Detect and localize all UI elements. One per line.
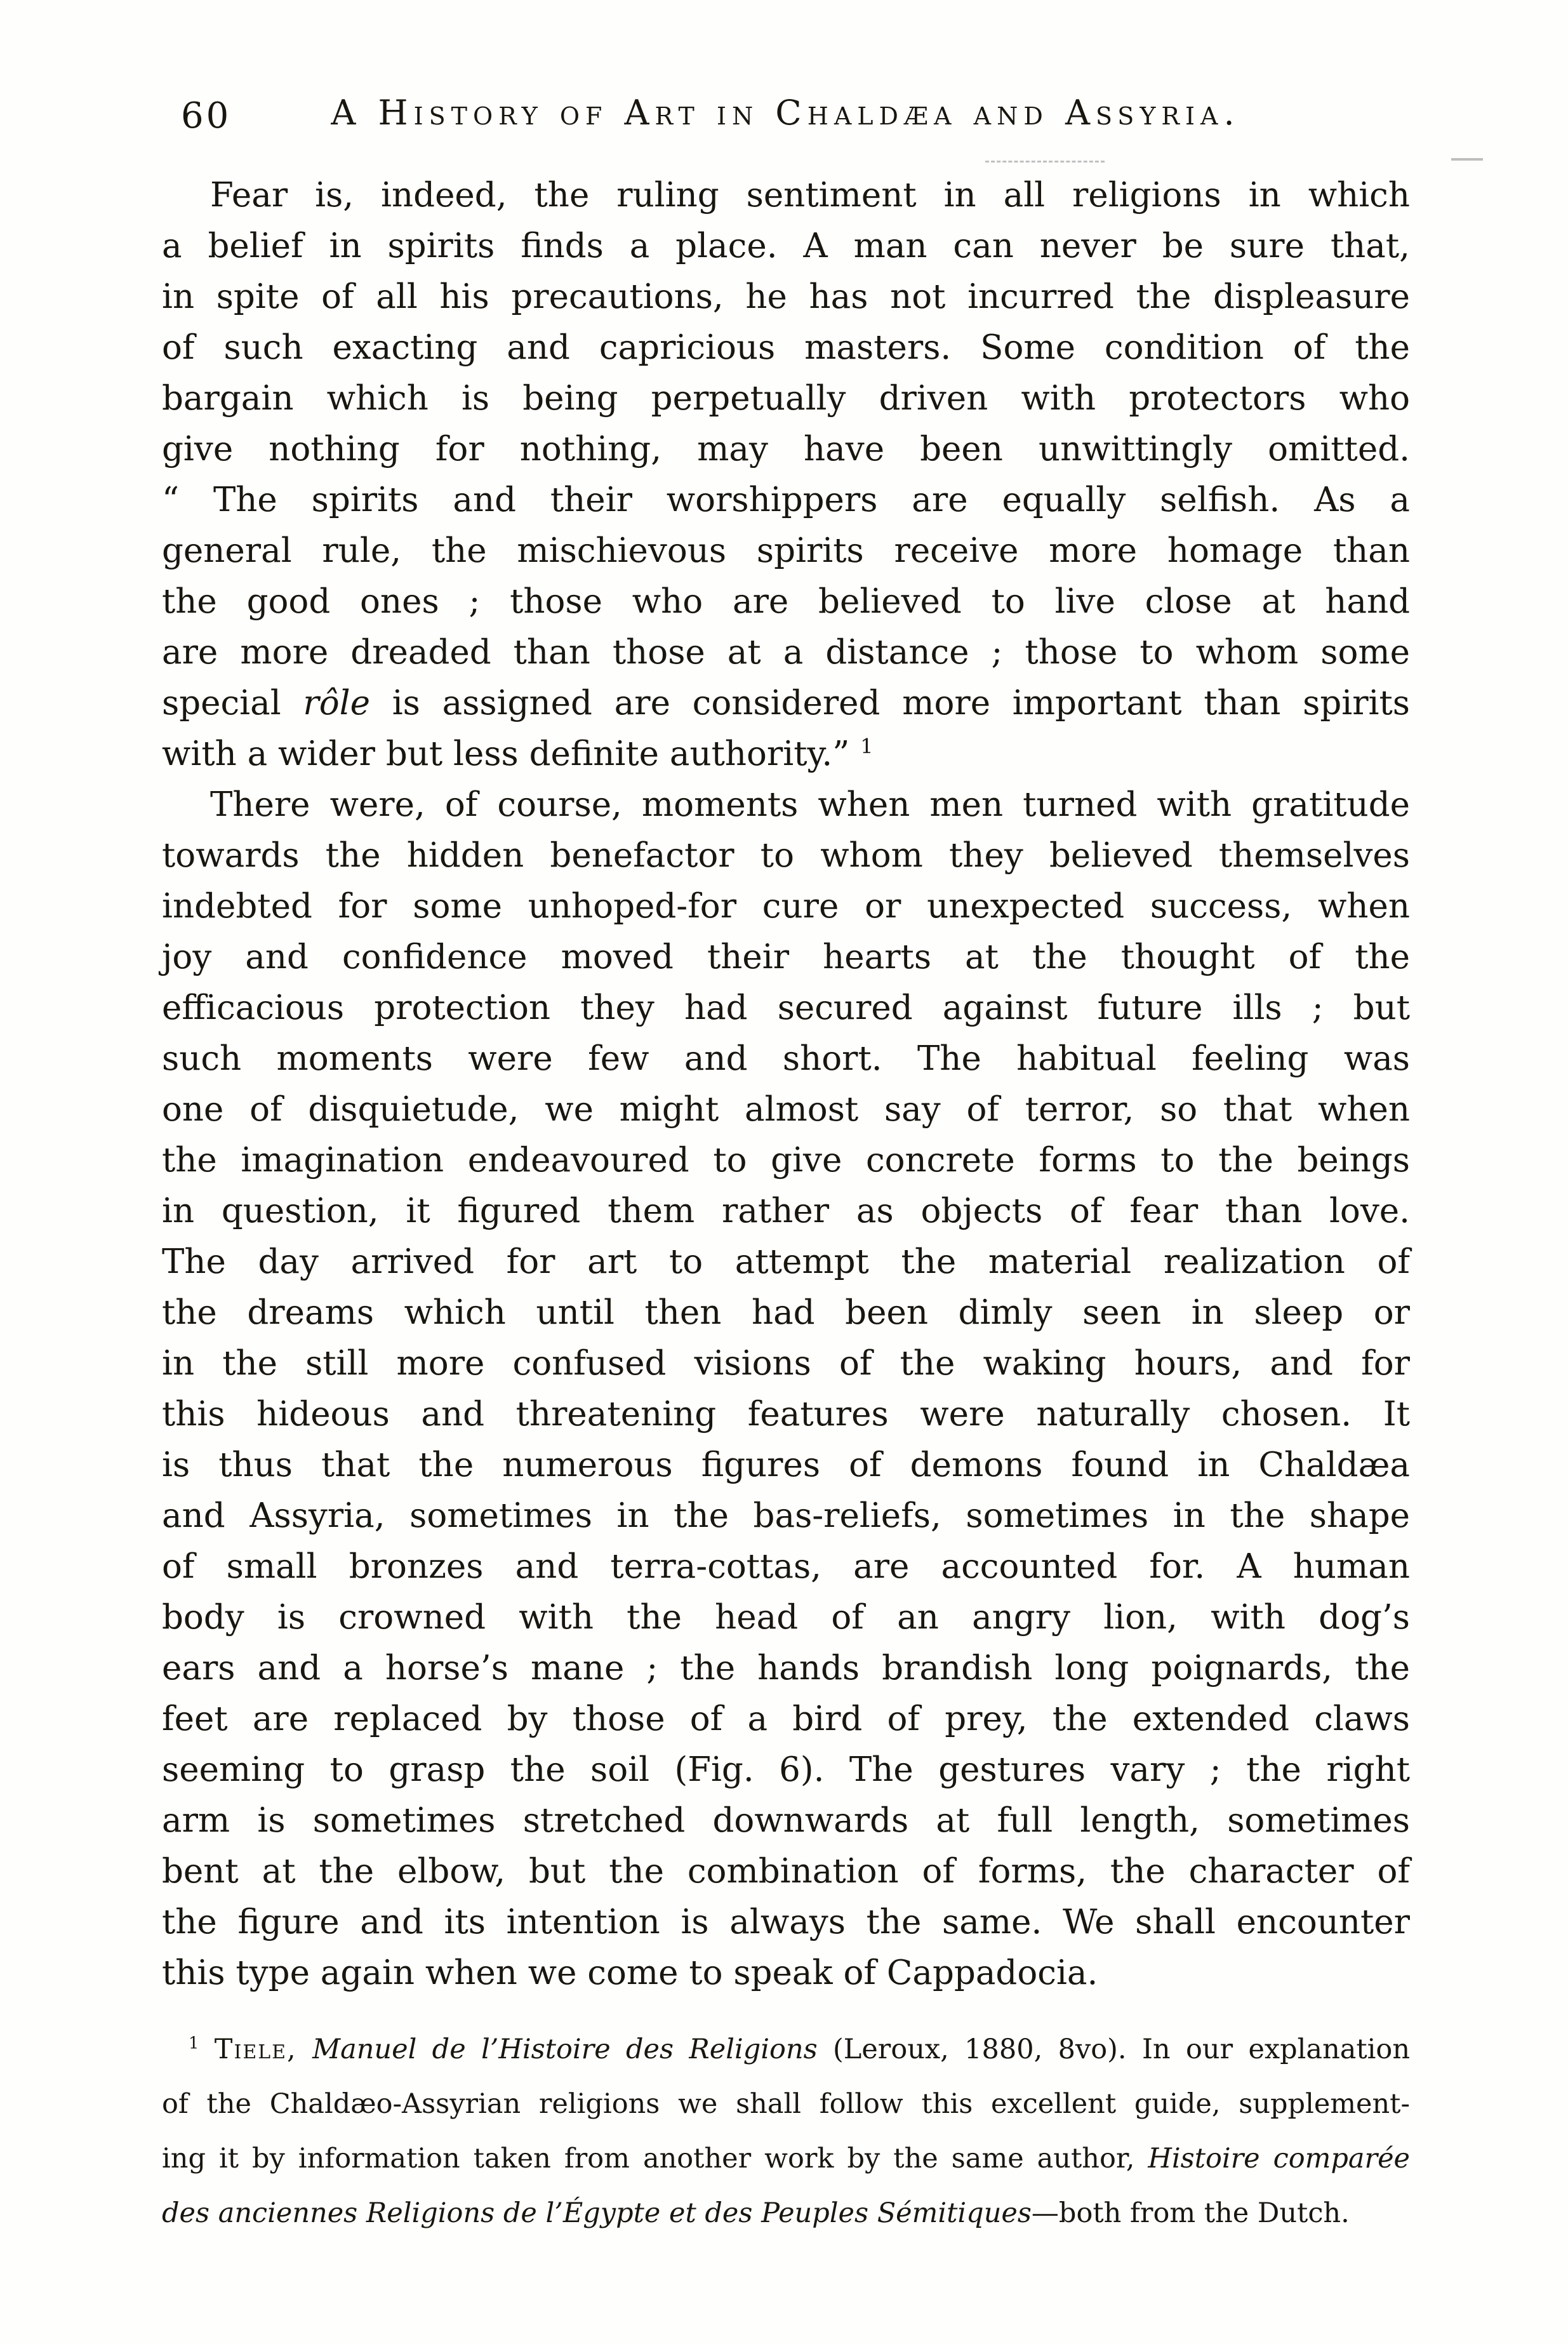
text-segment: feet are replaced by those of a bird of prey, the extended claws [162, 1700, 1410, 1738]
text-line [162, 881, 1410, 932]
text-segment: of the Chaldæo-Assyrian religions we shall follow this excellent guide, supplement- [162, 2088, 1410, 2120]
paragraph [162, 780, 1410, 1999]
text-segment [297, 2034, 312, 2065]
text-segment: body is crowned with the head of an angry lion, with dog’s [162, 1598, 1410, 1637]
text-line [162, 1389, 1410, 1440]
text-line [162, 1034, 1410, 1084]
text-segment: 1 [860, 735, 874, 759]
text-line [162, 1542, 1410, 1592]
paragraph [162, 170, 1410, 780]
text-segment: bargain which is being perpetually driven with protectors who [162, 379, 1410, 418]
body-text [162, 170, 1410, 1999]
text-line [162, 323, 1410, 373]
scan-artifact-dash [985, 161, 1105, 163]
text-segment: indebted for some unhoped-for cure or unexpected success, when [162, 887, 1410, 926]
text-line [162, 1440, 1410, 1491]
text-line [162, 424, 1410, 475]
text-segment: of such exacting and capricious masters. Some condition of the [162, 328, 1410, 367]
text-line [162, 2022, 1410, 2077]
text-segment: the imagination endeavoured to give concrete forms to the beings [162, 1141, 1410, 1180]
text-line [162, 2131, 1410, 2186]
text-segment: special [162, 684, 303, 723]
text-line [162, 932, 1410, 983]
text-segment: of small bronzes and terra-cottas, are accounted for. A human [162, 1547, 1410, 1586]
text-segment: arm is sometimes stretched downwards at full length, sometimes [162, 1801, 1410, 1840]
page-number: 60 [181, 95, 232, 137]
text-segment: “ The spirits and their worshippers are equally selfish. As a [162, 481, 1410, 519]
text-line [162, 1643, 1410, 1694]
text-segment: The day arrived for art to attempt the material realization of [162, 1242, 1410, 1281]
text-line [162, 1948, 1410, 1999]
text-segment: —both from the Dutch. [1031, 2197, 1350, 2229]
text-segment: Histoire comparée [1148, 2143, 1410, 2174]
text-segment: the figure and its intention is always the same. We shall encounter [162, 1903, 1410, 1941]
running-title: A History of Art in Chaldæa and Assyria. [331, 93, 1240, 133]
text-segment: one of disquietude, we might almost say of terror, so that when [162, 1090, 1410, 1129]
text-line [162, 1846, 1410, 1897]
text-line [162, 1186, 1410, 1237]
text-segment: this type again when we come to speak of Cappadocia. [162, 1954, 1098, 1992]
text-segment: give nothing for nothing, may have been unwittingly omitted. [162, 430, 1410, 469]
text-segment: is thus that the numerous figures of demons found in Chaldæa [162, 1446, 1410, 1484]
text-line [162, 526, 1410, 576]
text-line [162, 1795, 1410, 1846]
footnote [162, 2022, 1410, 2241]
text-line [162, 1135, 1410, 1186]
text-segment: Tiele, [214, 2034, 297, 2065]
text-line [162, 1897, 1410, 1948]
text-segment: ears and a horse’s mane ; the hands brandish long poignards, the [162, 1649, 1410, 1688]
text-line [162, 830, 1410, 881]
text-line [162, 780, 1410, 830]
scan-artifact-dash [1451, 158, 1483, 161]
text-line [162, 678, 1410, 729]
text-line [162, 627, 1410, 678]
text-line [162, 1338, 1410, 1389]
text-segment: the dreams which until then had been dimly seen in sleep or [162, 1293, 1410, 1332]
text-line [162, 729, 1410, 780]
text-segment: joy and confidence moved their hearts at the thought of the [162, 938, 1410, 976]
text-segment: in spite of all his precautions, he has not incurred the displeasure [162, 277, 1410, 316]
text-segment: in the still more confused visions of the waking hours, and for [162, 1344, 1410, 1383]
text-segment: Fear is, indeed, the ruling sentiment in all religions in which [210, 176, 1410, 215]
text-line [162, 1745, 1410, 1795]
text-segment: this hideous and threatening features were naturally chosen. It [162, 1395, 1410, 1434]
text-segment: Manuel de l’Histoire des Religions [312, 2034, 818, 2065]
text-segment: the good ones ; those who are believed to live close at hand [162, 582, 1410, 621]
text-segment: general rule, the mischievous spirits receive more homage than [162, 531, 1410, 570]
text-line [162, 1237, 1410, 1288]
text-segment: in question, it figured them rather as objects of fear than love. [162, 1192, 1410, 1230]
text-segment: des anciennes Religions de l’Égypte et des Peuples Sémitiques [162, 2197, 1032, 2229]
text-line [162, 221, 1410, 272]
text-line [162, 2186, 1410, 2241]
text-line [162, 373, 1410, 424]
text-segment: (Leroux, 1880, 8vo). In our explanation [817, 2034, 1411, 2065]
text-segment [199, 2034, 214, 2065]
text-segment: 1 [189, 2034, 199, 2053]
text-line [162, 1288, 1410, 1338]
text-segment: rôle [303, 684, 370, 723]
text-segment: with a wider but less definite authority.” [162, 735, 861, 773]
page-header [162, 93, 1409, 143]
text-line [162, 1694, 1410, 1745]
text-line [162, 1592, 1410, 1643]
text-line [162, 983, 1410, 1034]
text-line [162, 475, 1410, 526]
text-segment: bent at the elbow, but the combination of forms, the character of [162, 1852, 1410, 1891]
text-line [162, 1491, 1410, 1542]
text-segment: ing it by information taken from another work by the same author, [162, 2143, 1148, 2174]
text-segment: towards the hidden benefactor to whom they believed themselves [162, 836, 1410, 875]
text-segment: seeming to grasp the soil (Fig. 6). The gestures vary ; the right [162, 1750, 1410, 1789]
text-segment: efficacious protection they had secured against future ills ; but [162, 989, 1410, 1027]
text-line [162, 170, 1410, 221]
text-segment: a belief in spirits finds a place. A man can never be sure that, [162, 227, 1410, 265]
text-segment: are more dreaded than those at a distance ; those to whom some [162, 633, 1410, 672]
text-segment: There were, of course, moments when men turned with gratitude [210, 785, 1410, 824]
text-line [162, 272, 1410, 323]
text-segment: is assigned are considered more important than spirits [369, 684, 1411, 723]
text-segment: such moments were few and short. The habitual feeling was [162, 1039, 1410, 1078]
text-line [162, 576, 1410, 627]
text-line [162, 2077, 1410, 2131]
text-line [162, 1084, 1410, 1135]
text-segment: and Assyria, sometimes in the bas-reliefs, sometimes in the shape [162, 1496, 1410, 1535]
